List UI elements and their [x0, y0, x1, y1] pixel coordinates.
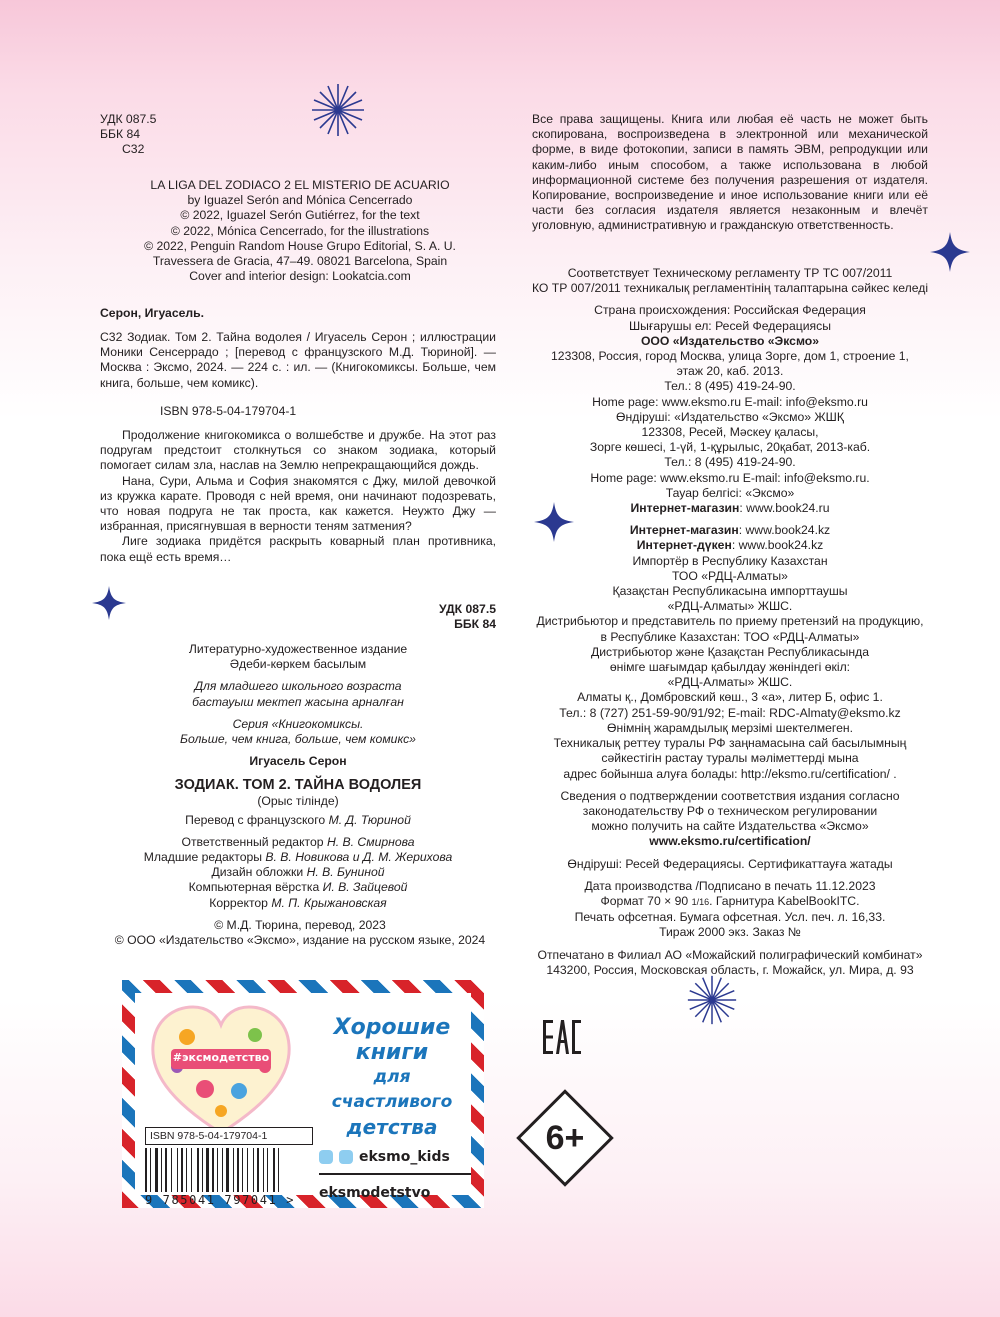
barcode-bar: [150, 1148, 151, 1192]
barcode-bar: [200, 1148, 201, 1192]
barcode-bar: [253, 1148, 254, 1192]
sparkle-icon: [310, 82, 366, 138]
barcode-bar: [267, 1148, 268, 1192]
heart-logo: [147, 1001, 295, 1139]
barcode-bar: [165, 1148, 167, 1192]
annotation: Продолжение книгокомикса о волшебстве и дружбе. На этот раз подругам предстоит столкнуться со знаком зодиака, который помогает силам зла, наслав на Землю непрекращающийся дождь. Нана, Сури, Альма и София знакомятся с Джу, милой девочкой из кружка карате. Проводя с ней время, они начинают подозревать, что новая подруга не так проста, как кажется. Неужто Джу — избранная, присягнувшая в верности теням затмения? Лиге зодиака придётся раскрыть коварный план противника, пока ещё есть время…: [100, 428, 496, 564]
barcode-bar: [188, 1148, 190, 1192]
barcode-bar: [242, 1148, 243, 1192]
barcode-bar: [173, 1148, 176, 1192]
social-handle-detstvo[interactable]: eksmodetstvo: [319, 1185, 431, 1201]
isbn-line: ISBN 978-5-04-179704-1: [160, 404, 297, 418]
barcode-bar: [230, 1148, 232, 1192]
barcode-bar: [159, 1148, 160, 1192]
barcode-bar: [206, 1148, 209, 1192]
barcode-bar: [255, 1148, 256, 1192]
barcode-bar: [278, 1148, 279, 1192]
eksmo-kids-ad-card: [122, 980, 484, 1208]
barcode-bar: [224, 1148, 225, 1192]
barcode-bar: [168, 1148, 170, 1192]
heart-tag: #эксмодетство: [172, 1051, 270, 1064]
barcode-bar: [257, 1148, 259, 1192]
slogan: Хорошие книги для счастливого детства: [331, 1015, 453, 1139]
social-handle-kids[interactable]: eksmo_kids: [359, 1149, 450, 1165]
right-imprint: Соответствует Техническому регламенту ТР ТС 007/2011 КО ТР 007/2011 техникалық регламентінің талаптарына сәйкес келеді Страна происхождения: Российская Федерация Шығарушы ел: Ресей Федерациясы ООО «Издательство «Эксмо» 123308, Россия, город Москва, улица Зорге, дом 1, строение 1, этаж 20, каб. 2013. Тел.: 8 (495) 419-24-90. Home page: www.eksmo.ru E-mail: info@eksmo.ru Өндіруші: «Издательство «Эксмо» ЖШҚ 123308, Ресей, Мәскеу қаласы, Зорге көшесі, 1-үй, 1-құрылыс, 20қабат, 2013-каб. Тел.: 8 (495) 419-24-90. Home page: www.eksmo.ru E-mail: info@eksmo.ru. Тауар белгісі: «Эксмо» Интернет-магазин: www.book24.ru Интернет-магазин: www.book24.kz Интернет-дүкен: www.book24.kz Импортёр в Республику Казахстан ТОО «РДЦ-Алматы» Қазақстан Республикасына импорттаушы «РДЦ-Алматы» ЖШС. Дистрибьютор и представитель по приему претензий на продукцию, в Республике Казахстан: ТОО «РДЦ-Алматы» Дистрибьютор және Қазақстан Республикасында өнімге шағымдар қабылдау жөніндегі өкіл: «РДЦ-Алматы» ЖШС. Алматы қ., Домбровский көш., 3 «а», литер Б, офис 1. Тел.: 8 (727) 251-59-90/91/92; E-mail: RDC-Almaty@eksmo.kz Өнімнің жарамдылық мерзімі шектелмеген. Техникалық реттеу туралы РФ заңнамасына сай басылымның сәйкестігін растау туралы мәліметтерді мына адрес бойынша алуға болады: http://eksmo.ru/certification/ . Сведения о подтверждении соответствия издания согласно законодательству РФ о техническом регулировании можно получить на сайте Издательства «Эксмо» www.eksmo.ru/certification/ Өндіруші: Ресей Федерациясы. Сертификаттауға жатады Дата производства /Подписано в печать 11.12.2023 Формат 70 × 90 1/16. Гарнитура KabelBookITC. Печать офсетная. Бумага офсетная. Усл. печ. л. 16,33. Тираж 2000 экз. Заказ № Отпечатано в Филиал АО «Можайский полиграфический комбинат» 143200, Россия, Московская область, г. Можайск, ул. Мира, д. 93: [522, 266, 938, 978]
copyright-block: © М.Д. Тюрина, перевод, 2023 © ООО «Издательство «Эксмо», издание на русском языке, 2024: [114, 918, 486, 948]
barcode-bar: [240, 1148, 241, 1192]
barcode-bar: [179, 1148, 180, 1192]
barcode-bar: [171, 1148, 172, 1192]
barcode-bar: [204, 1148, 205, 1192]
isbn-barcode-block: [145, 1127, 313, 1207]
barcode-bar: [249, 1148, 252, 1192]
original-edition-block: LA LIGA DEL ZODIACO 2 EL MISTERIO DE ACUARIO by Iguazel Serón and Mónica Cencerrado © 2022, Iguazel Serón Gutiérrez, for the text © 2022, Mónica Cencerrado, for the illustrations © 2022, Penguin Random House Grupo Editorial, S. A. U. Travessera de Gracia, 47–49. 08021 Barcelona, Spain Cover and interior design: Lookatcia.com: [144, 178, 456, 284]
barcode-bar: [177, 1148, 178, 1192]
barcode-bar: [215, 1148, 216, 1192]
certification-url: www.eksmo.ru/certification/: [649, 834, 811, 849]
barcode: [145, 1148, 313, 1192]
barcode-bar: [276, 1148, 277, 1192]
barcode-bar: [235, 1148, 236, 1192]
barcode-bar: [152, 1148, 154, 1192]
barcode-bar: [212, 1148, 214, 1192]
author-heading: Серон, Игуасель.: [100, 306, 205, 320]
age-rating-badge: [515, 1088, 615, 1188]
age-rating-text: 6+: [545, 1119, 585, 1157]
barcode-bar: [263, 1148, 264, 1192]
udk-top: УДК 087.5 ББК 84 С32: [100, 112, 157, 157]
barcode-bar: [193, 1148, 196, 1192]
udk-bottom: УДК 087.5 ББК 84: [439, 602, 496, 632]
barcode-bar: [237, 1148, 239, 1192]
imprint-left: Литературно-художественное издание Әдеби-көркем басылым Для младшего школьного возраста бастауыш мектеп жасына арналған Серия «Книгокомиксы. Больше, чем книга, больше, чем комикс» Игуасель Серон ЗОДИАК. ТОМ 2. ТАЙНА ВОДОЛЕЯ (Орыс тілінде) Перевод с французского М. Д. Тюриной Ответственный редактор Н. В. Смирнова Младшие редакторы В. В. Новикова и Д. М. Жерихова Дизайн обложки Н. В. Буниной Компьютерная вёрстка И. В. Зайцевой Корректор М. П. Крыжановская: [100, 642, 496, 911]
barcode-bar: [197, 1148, 199, 1192]
barcode-bar: [155, 1148, 158, 1192]
rights-notice: Все права защищены. Книга или любая её часть не может быть скопирована, воспроизведена в электронной или механической форме, в виде фотокопии, записи в память ЭВМ, репродукции или каким-либо иным способом, а также использована в любой информационной системе без получения разрешения от издателя. Копирование, воспроизведение и иное использование книги или её части без согласия издателя является незаконным и влечёт уголовную, административную и гражданскую ответственность.: [532, 112, 928, 233]
barcode-bar: [269, 1148, 272, 1192]
publisher-name: ООО «Издательство «Эксмо»: [640, 333, 820, 348]
book-author: Игуасель Серон: [249, 754, 347, 769]
barcode-bar: [244, 1148, 246, 1192]
barcode-bar: [273, 1148, 275, 1192]
barcode-bar: [181, 1148, 183, 1192]
social-links: [319, 1145, 471, 1205]
telegram-icon: [339, 1150, 353, 1164]
barcode-bar: [191, 1148, 192, 1192]
barcode-bar: [233, 1148, 234, 1192]
isbn-label: ISBN 978-5-04-179704-1: [145, 1127, 313, 1145]
sparkle-icon: [686, 974, 738, 1026]
barcode-bar: [202, 1148, 203, 1192]
barcode-bar: [186, 1148, 187, 1192]
barcode-bar: [280, 1148, 282, 1192]
book-title: ЗОДИАК. ТОМ 2. ТАЙНА ВОДОЛЕЯ: [174, 777, 422, 794]
barcode-bar: [210, 1148, 211, 1192]
barcode-bar: [222, 1148, 223, 1192]
vk-icon: [319, 1150, 333, 1164]
barcode-bar: [219, 1148, 221, 1192]
barcode-bar: [217, 1148, 218, 1192]
barcode-bar: [226, 1148, 229, 1192]
eac-mark: [543, 1020, 581, 1054]
barcode-bar: [265, 1148, 266, 1192]
barcode-bar: [247, 1148, 248, 1192]
barcode-bar: [260, 1148, 262, 1192]
barcode-bar: [184, 1148, 185, 1192]
barcode-bar: [161, 1148, 162, 1192]
sparkle-icon: [92, 586, 126, 620]
barcode-bar: [163, 1148, 164, 1192]
barcode-bar: [148, 1148, 149, 1192]
barcode-bar: [145, 1148, 147, 1192]
catalog-entry: С32 Зодиак. Том 2. Тайна водолея / Игуасель Серон ; иллюстрации Моники Сенсеррадо ; [перевод с французского М.Д. Тюриной]. — Москва : Эксмо, 2024. — 224 с. : ил. — (Книгокомиксы. Больше, чем книга, больше, чем комикс).: [100, 330, 496, 390]
barcode-number: 9 785041 797041 >: [145, 1193, 296, 1207]
